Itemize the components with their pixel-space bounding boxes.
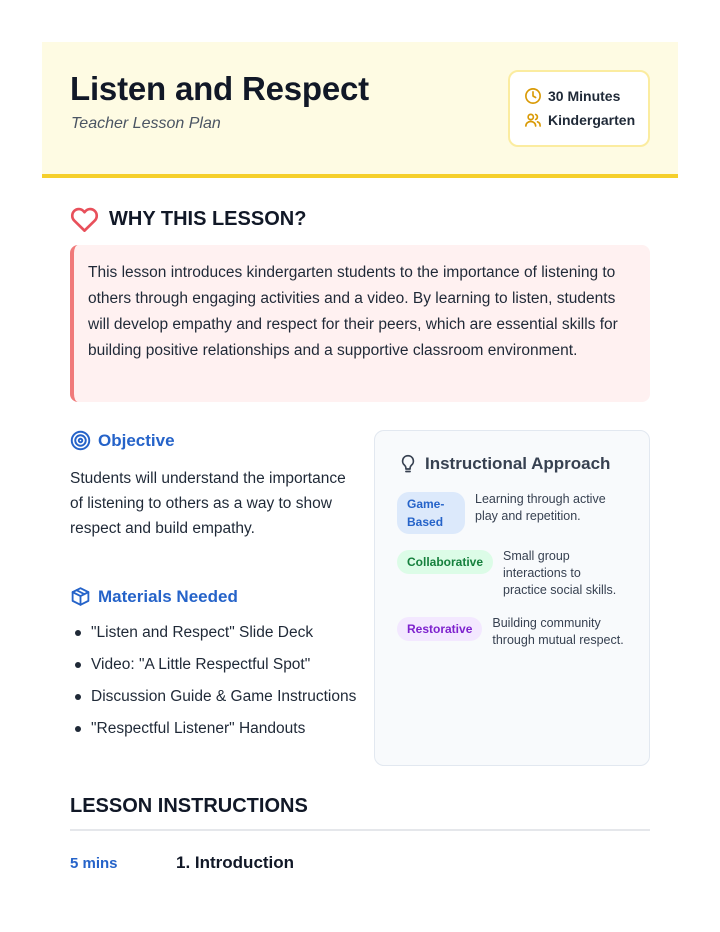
approach-tag: Game-Based: [397, 492, 465, 534]
approach-desc: Learning through active play and repetition.: [475, 492, 606, 523]
target-icon: [70, 430, 91, 451]
duration-row: [524, 87, 620, 105]
users-icon: [524, 111, 542, 129]
objective-text: Students will understand the importance of listening to others as a way to show respect and build empathy.: [70, 470, 346, 537]
list-item: Discussion Guide & Game Instructions: [70, 684, 360, 709]
approach-heading: [399, 454, 610, 474]
grade-text: Kindergarten: [548, 112, 636, 128]
objective-heading-text: Objective: [98, 430, 175, 450]
materials-heading-text: Materials Needed: [98, 586, 238, 606]
list-item: "Respectful Listener" Handouts: [70, 716, 360, 741]
why-heading-text: WHY THIS LESSON?: [109, 208, 307, 230]
why-callout: This lesson introduces kindergarten students to the importance of listening to others through engaging activities and a video. By learning to listen, students will develop empathy and respect for their peers, which are essential skills for building positive relationships and a supportive classroom environment.: [70, 245, 650, 402]
approach-tag: Restorative: [397, 617, 482, 641]
lightbulb-icon: [399, 454, 417, 474]
step-title: 1. Introduction: [176, 853, 295, 872]
approach-tag: Collaborative: [397, 550, 493, 574]
approach-item-collaborative: [397, 549, 627, 599]
approach-item-game-based: [397, 492, 625, 534]
step-time: 5 mins: [70, 855, 118, 872]
clock-icon: [524, 87, 542, 105]
divider: [70, 829, 650, 831]
grade-row: [524, 111, 635, 129]
page-title: Listen and Respect: [70, 70, 369, 107]
lesson-instructions-heading: LESSON INSTRUCTIONS: [70, 795, 308, 817]
approach-desc: Small group interactions to practice social skills.: [503, 549, 617, 597]
list-item: "Listen and Respect" Slide Deck: [70, 620, 360, 645]
why-heading: [70, 206, 306, 233]
approach-item-restorative: [397, 616, 632, 649]
lesson-header: [42, 42, 678, 178]
duration-text: 30 Minutes: [548, 88, 621, 104]
list-item: Video: "A Little Respectful Spot": [70, 652, 360, 677]
objective-heading: [70, 430, 175, 451]
instructional-approach-card: [374, 430, 650, 766]
approach-desc: Building community through mutual respect.: [492, 616, 624, 647]
heart-icon: [70, 206, 99, 233]
page-subtitle: Teacher Lesson Plan: [71, 115, 221, 132]
materials-heading: [70, 586, 238, 607]
box-icon: [70, 586, 91, 607]
materials-list: [70, 620, 360, 748]
lesson-meta-card: [508, 70, 650, 147]
approach-heading-text: Instructional Approach: [425, 454, 611, 473]
